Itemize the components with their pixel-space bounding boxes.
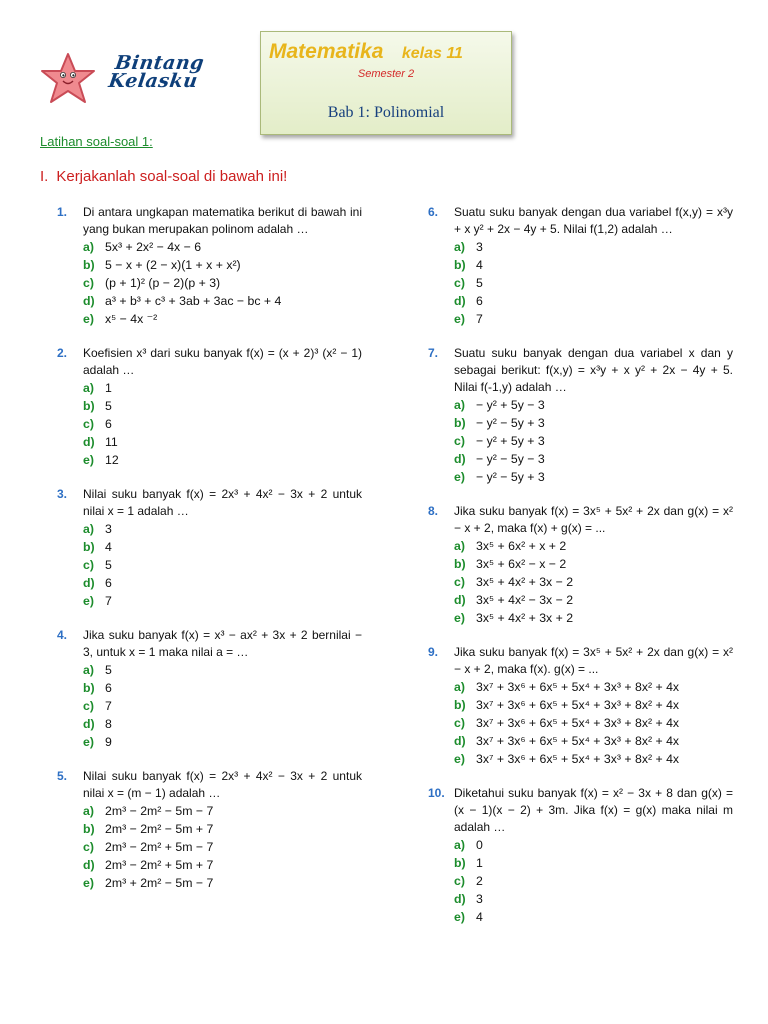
answer-option <box>83 715 362 733</box>
option-letter: c) <box>83 840 94 854</box>
option-letter: b) <box>83 399 95 413</box>
answer-option <box>454 274 733 292</box>
option-letter: a) <box>454 680 465 694</box>
question-text: Suatu suku banyak dengan dua variabel x dan y sebagai berikut: f(x,y) = x³y + x y² + 2x − 4y + 5. Nilai f(-1,y) adalah … <box>454 346 733 394</box>
option-text: 3 <box>105 522 112 536</box>
question-text: Nilai suku banyak f(x) = 2x³ + 4x² − 3x + 2 untuk nilai x = 1 adalah … <box>83 487 362 518</box>
option-text: 2m³ + 2m² − 5m − 7 <box>105 876 214 890</box>
answer-option <box>83 274 362 292</box>
option-letter: d) <box>83 576 95 590</box>
option-letter: e) <box>83 312 94 326</box>
question-item <box>57 345 362 469</box>
answer-option <box>83 679 362 697</box>
option-letter: d) <box>454 593 466 607</box>
answer-option <box>83 802 362 820</box>
question-item <box>57 768 362 892</box>
option-letter: b) <box>454 557 466 571</box>
option-text: 3x⁷ + 3x⁶ + 6x⁵ + 5x⁴ + 3x³ + 8x² + 4x <box>476 734 680 748</box>
question-number: 5. <box>57 769 68 783</box>
option-letter: d) <box>83 717 95 731</box>
option-letter: a) <box>454 398 465 412</box>
question-number: 4. <box>57 628 68 642</box>
option-letter: b) <box>83 681 95 695</box>
option-text: 2m³ − 2m² − 5m − 7 <box>105 804 214 818</box>
instruction-text: Kerjakanlah soal-soal di bawah ini! <box>56 168 288 185</box>
logo-line-2: Kelasku <box>107 70 200 92</box>
answer-option <box>454 537 733 555</box>
option-letter: a) <box>83 381 94 395</box>
option-text: 2m³ − 2m² + 5m + 7 <box>105 858 214 872</box>
option-letter: d) <box>83 435 95 449</box>
question-number: 1. <box>57 205 68 219</box>
option-letter: c) <box>454 716 465 730</box>
option-letter: e) <box>454 611 465 625</box>
option-text: 2m³ − 2m² − 5m + 7 <box>105 822 214 836</box>
option-text: 7 <box>476 312 483 326</box>
option-text: 6 <box>476 294 483 308</box>
answer-option <box>83 874 362 892</box>
answer-option <box>83 433 362 451</box>
option-text: − y² − 5y − 3 <box>476 452 545 466</box>
question-text: Koefisien x³ dari suku banyak f(x) = (x + 2)³ (x² − 1) adalah … <box>83 346 362 377</box>
question-item <box>57 204 362 328</box>
option-letter: c) <box>454 276 465 290</box>
option-text: 0 <box>476 838 483 852</box>
option-text: 7 <box>105 594 112 608</box>
question-text: Suatu suku banyak dengan dua variabel f(x,y) = x³y + x y² + 2x − 4y + 5. Nilai f(1,2) adalah … <box>454 205 733 236</box>
answer-option <box>83 415 362 433</box>
option-letter: e) <box>454 470 465 484</box>
option-text: 3x⁷ + 3x⁶ + 6x⁵ + 5x⁴ + 3x³ + 8x² + 4x <box>476 752 680 766</box>
question-text: Di antara ungkapan matematika berikut di bawah ini yang bukan merupakan polinom adalah … <box>83 205 362 236</box>
question-column-left <box>57 204 362 909</box>
chapter-title: Bab 1: Polinomial <box>327 104 445 121</box>
question-number: 2. <box>57 346 68 360</box>
option-letter: a) <box>83 240 94 254</box>
option-text: 3x⁷ + 3x⁶ + 6x⁵ + 5x⁴ + 3x³ + 8x² + 4x <box>476 698 680 712</box>
option-text: 5 <box>105 663 112 677</box>
answer-option <box>454 854 733 872</box>
banner-title <box>269 40 463 64</box>
instruction-numeral: I. <box>40 168 49 185</box>
option-text: 2m³ − 2m² + 5m − 7 <box>105 840 214 854</box>
answer-option <box>454 678 733 696</box>
option-letter: a) <box>83 804 94 818</box>
answer-option <box>83 838 362 856</box>
question-text: Nilai suku banyak f(x) = 2x³ + 4x² − 3x + 2 untuk nilai x = (m − 1) adalah … <box>83 769 362 800</box>
option-text: 3x⁷ + 3x⁶ + 6x⁵ + 5x⁴ + 3x³ + 8x² + 4x <box>476 716 680 730</box>
option-text: 1 <box>476 856 483 870</box>
option-text: 12 <box>105 453 119 467</box>
question-item <box>428 785 733 926</box>
option-text: 6 <box>105 576 112 590</box>
option-text: 6 <box>105 681 112 695</box>
answer-option <box>83 697 362 715</box>
question-number: 10. <box>428 786 445 800</box>
option-text: 11 <box>105 435 118 449</box>
question-number: 3. <box>57 487 68 501</box>
option-letter: c) <box>454 874 465 888</box>
answer-option <box>83 538 362 556</box>
option-letter: b) <box>454 856 466 870</box>
option-text: 8 <box>105 717 112 731</box>
answer-option <box>83 292 362 310</box>
question-number: 8. <box>428 504 439 518</box>
answer-option <box>454 292 733 310</box>
option-text: 4 <box>476 258 483 272</box>
question-item <box>428 503 733 627</box>
logo-line-1: Bintang <box>113 52 206 74</box>
option-letter: d) <box>454 892 466 906</box>
option-text: 5 <box>476 276 483 290</box>
section-label: Latihan soal-soal 1: <box>40 134 153 149</box>
option-text: 3x⁵ + 4x² − 3x − 2 <box>476 593 574 607</box>
option-letter: e) <box>83 453 94 467</box>
answer-option <box>454 714 733 732</box>
question-text: Jika suku banyak f(x) = 3x⁵ + 5x² + 2x dan g(x) = x² − x + 2, maka f(x) + g(x) = ... <box>454 504 733 535</box>
option-letter: b) <box>454 258 466 272</box>
option-letter: a) <box>454 539 465 553</box>
option-letter: b) <box>454 698 466 712</box>
option-letter: b) <box>454 416 466 430</box>
option-text: 2 <box>476 874 483 888</box>
option-text: (p + 1)² (p − 2)(p + 3) <box>105 276 221 290</box>
answer-option <box>83 397 362 415</box>
option-text: 4 <box>105 540 112 554</box>
question-column-right <box>428 204 733 943</box>
answer-option <box>83 256 362 274</box>
option-letter: d) <box>454 294 466 308</box>
option-letter: c) <box>83 558 94 572</box>
option-text: 5 <box>105 558 112 572</box>
option-letter: b) <box>83 540 95 554</box>
answer-option <box>454 908 733 926</box>
option-letter: a) <box>83 522 94 536</box>
semester-label: Semester 2 <box>357 68 415 80</box>
option-letter: c) <box>83 699 94 713</box>
option-text: 3 <box>476 240 483 254</box>
header-banner <box>260 31 512 135</box>
option-text: 9 <box>105 735 112 749</box>
answer-option <box>454 591 733 609</box>
option-letter: a) <box>83 663 94 677</box>
answer-option <box>454 696 733 714</box>
subject-title: Matematika <box>269 40 384 63</box>
option-text: 3x⁵ + 6x² + x + 2 <box>476 539 567 553</box>
option-letter: d) <box>454 452 466 466</box>
answer-option <box>83 310 362 328</box>
question-item <box>428 644 733 768</box>
question-number: 9. <box>428 645 439 659</box>
option-letter: c) <box>83 417 94 431</box>
option-text: 1 <box>105 381 112 395</box>
answer-option <box>454 555 733 573</box>
answer-option <box>454 750 733 768</box>
option-letter: d) <box>83 294 95 308</box>
option-text: − y² + 5y + 3 <box>476 434 545 448</box>
question-item <box>57 627 362 751</box>
option-text: x⁵ − 4x ⁻² <box>105 312 158 326</box>
option-text: 3 <box>476 892 483 906</box>
option-text: 3x⁵ + 4x² + 3x − 2 <box>476 575 574 589</box>
logo-wordmark <box>107 52 216 92</box>
answer-option <box>83 379 362 397</box>
answer-option <box>454 872 733 890</box>
option-text: 5 <box>105 399 112 413</box>
option-text: 6 <box>105 417 112 431</box>
option-letter: b) <box>83 258 95 272</box>
option-letter: e) <box>83 735 94 749</box>
question-text: Jika suku banyak f(x) = x³ − ax² + 3x + 2 bernilai − 3, untuk x = 1 maka nilai a = … <box>83 628 362 659</box>
option-letter: d) <box>454 734 466 748</box>
star-mascot-icon <box>36 50 100 110</box>
answer-option <box>454 256 733 274</box>
answer-option <box>454 238 733 256</box>
option-letter: e) <box>454 312 465 326</box>
option-letter: e) <box>454 752 465 766</box>
option-letter: c) <box>454 575 465 589</box>
option-text: a³ + b³ + c³ + 3ab + 3ac − bc + 4 <box>105 294 282 308</box>
option-text: 5 − x + (2 − x)(1 + x + x²) <box>105 258 241 272</box>
answer-option <box>83 520 362 538</box>
answer-option <box>454 836 733 854</box>
option-text: − y² − 5y + 3 <box>476 416 545 430</box>
option-letter: e) <box>83 876 94 890</box>
answer-option <box>83 574 362 592</box>
option-text: 3x⁵ + 6x² − x − 2 <box>476 557 567 571</box>
answer-option <box>83 556 362 574</box>
answer-option <box>454 468 733 486</box>
answer-option <box>454 573 733 591</box>
grade-label: kelas 11 <box>401 45 463 62</box>
answer-option <box>454 890 733 908</box>
question-item <box>428 204 733 328</box>
option-text: 5x³ + 2x² − 4x − 6 <box>105 240 202 254</box>
option-text: − y² + 5y − 3 <box>476 398 545 412</box>
option-letter: e) <box>454 910 465 924</box>
question-text: Jika suku banyak f(x) = 3x⁵ + 5x² + 2x dan g(x) = x² − x + 2, maka f(x). g(x) = ... <box>454 645 733 676</box>
answer-option <box>83 733 362 751</box>
answer-option <box>454 310 733 328</box>
answer-option <box>454 414 733 432</box>
answer-option <box>83 451 362 469</box>
option-letter: e) <box>83 594 94 608</box>
answer-option <box>83 661 362 679</box>
question-number: 6. <box>428 205 439 219</box>
question-text: Diketahui suku banyak f(x) = x² − 3x + 8 dan g(x) = (x − 1)(x − 2) + 3m. Jika f(x) = g(x) maka nilai m adalah … <box>454 786 733 834</box>
answer-option <box>83 592 362 610</box>
answer-option <box>454 609 733 627</box>
answer-option <box>83 820 362 838</box>
option-text: 3x⁷ + 3x⁶ + 6x⁵ + 5x⁴ + 3x³ + 8x² + 4x <box>476 680 680 694</box>
answer-option <box>83 856 362 874</box>
answer-option <box>83 238 362 256</box>
option-letter: b) <box>83 822 95 836</box>
answer-option <box>454 732 733 750</box>
answer-option <box>454 432 733 450</box>
option-letter: d) <box>83 858 95 872</box>
question-number: 7. <box>428 346 439 360</box>
option-text: 7 <box>105 699 112 713</box>
option-letter: a) <box>454 838 465 852</box>
question-item <box>57 486 362 610</box>
logo <box>36 50 206 110</box>
option-text: 4 <box>476 910 483 924</box>
answer-option <box>454 396 733 414</box>
option-letter: c) <box>454 434 465 448</box>
option-text: 3x⁵ + 4x² + 3x + 2 <box>476 611 574 625</box>
option-text: − y² − 5y + 3 <box>476 470 545 484</box>
option-letter: c) <box>83 276 94 290</box>
instruction <box>40 168 287 185</box>
question-item <box>428 345 733 486</box>
option-letter: a) <box>454 240 465 254</box>
answer-option <box>454 450 733 468</box>
